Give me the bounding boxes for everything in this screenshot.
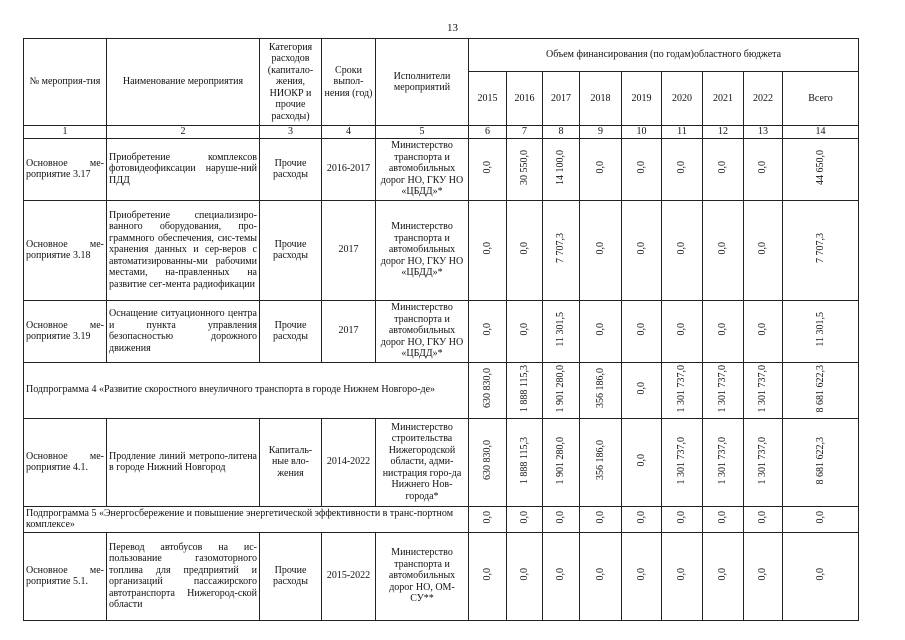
funding-value: 1 901 280,0 [555,364,567,412]
funding-value: 0,0 [717,161,729,174]
measure-name: Приобретение специализиро-ванного оборудования, про-граммного обеспечения, сис-темы хранения данных и сер-веров с автоматизированны-ми рабочими местами, на-правленных на развитие сег-мента радиофикации [107,200,260,300]
funding-value: 0,0 [717,568,729,581]
column-number: 9 [580,126,622,139]
funding-total: 7 707,3 [814,233,826,264]
measure-number: Основное ме-роприятие 3.18 [24,200,107,300]
funding-value: 0,0 [481,161,493,174]
column-number: 11 [662,126,703,139]
measure-number: Основное ме-роприятие 3.19 [24,300,107,362]
subprogram-row [24,506,859,532]
funding-value: 0,0 [676,568,688,581]
funding-value: 0,0 [635,161,647,174]
funding-value: 1 888 115,3 [518,436,530,484]
header-year: 2015 [469,72,507,126]
header-total: Всего [783,72,859,126]
header-year: 2021 [703,72,744,126]
measure-name: Приобретение комплексов фотовидеофиксации наруше-ний ПДД [107,138,260,200]
funding-table [23,38,859,621]
funding-value: 0,0 [676,161,688,174]
table-row [24,138,859,200]
funding-value: 0,0 [717,323,729,336]
header-year: 2022 [744,72,783,126]
measure-category: Капиталь-ные вло-жения [260,418,322,506]
funding-value: 0,0 [757,242,769,255]
table-row [24,418,859,506]
measure-number: Основное ме-роприятие 3.17 [24,138,107,200]
table-row [24,200,859,300]
column-number: 14 [783,126,859,139]
funding-value: 0,0 [481,242,493,255]
funding-value: 0,0 [481,323,493,336]
column-number: 5 [376,126,469,139]
funding-value: 1 901 280,0 [555,436,567,484]
funding-value: 0,0 [676,511,688,524]
column-number: 6 [469,126,507,139]
funding-value: 0,0 [635,242,647,255]
funding-value: 0,0 [757,323,769,336]
funding-value: 1 301 737,0 [717,436,729,484]
funding-value: 1 301 737,0 [757,436,769,484]
measure-period: 2016-2017 [322,138,376,200]
measure-period: 2014-2022 [322,418,376,506]
measure-executors: Министерство транспорта и автомобильных дорог НО, ОМ-СУ** [376,532,469,620]
header-executors: Исполнители мероприятий [376,39,469,126]
column-number: 10 [622,126,662,139]
funding-value: 0,0 [518,568,530,581]
measure-period: 2015-2022 [322,532,376,620]
funding-value: 0,0 [594,242,606,255]
measure-category: Прочие расходы [260,200,322,300]
header-year: 2018 [580,72,622,126]
funding-value: 1 301 737,0 [717,364,729,412]
funding-value: 0,0 [481,511,493,524]
subprogram-title: Подпрограмма 4 «Развитие скоростного внеуличного транспорта в городе Нижнем Новгоро-де» [24,362,469,418]
column-numbers-row [24,126,859,139]
funding-value: 0,0 [635,511,647,524]
column-number: 8 [543,126,580,139]
funding-value: 0,0 [555,511,567,524]
measure-category: Прочие расходы [260,300,322,362]
measure-number: Основное ме-роприятие 5.1. [24,532,107,620]
funding-value: 630 830,0 [481,440,493,481]
funding-value: 0,0 [757,568,769,581]
funding-value: 0,0 [594,161,606,174]
header-measure-name: Наименование мероприятия [107,39,260,126]
funding-value: 14 100,0 [555,149,567,185]
funding-value: 0,0 [555,568,567,581]
funding-value: 1 301 737,0 [676,364,688,412]
funding-total: 0,0 [814,511,826,524]
funding-value: 0,0 [717,511,729,524]
header-period: Сроки выпол-нения (год) [322,39,376,126]
measure-period: 2017 [322,300,376,362]
funding-value: 0,0 [757,161,769,174]
funding-value: 0,0 [518,511,530,524]
funding-value: 1 888 115,3 [518,364,530,412]
measure-executors: Министерство транспорта и автомобильных дорог НО, ГКУ НО «ЦБДД»* [376,138,469,200]
funding-total: 8 681 622,3 [814,364,826,412]
funding-value: 0,0 [635,454,647,467]
column-number: 12 [703,126,744,139]
funding-value: 0,0 [518,242,530,255]
funding-value: 0,0 [717,242,729,255]
column-number: 2 [107,126,260,139]
funding-value: 0,0 [518,323,530,336]
funding-value: 356 186,0 [594,368,606,409]
header-measure-number: № мероприя-тия [24,39,107,126]
table-row [24,532,859,620]
funding-value: 0,0 [635,568,647,581]
funding-value: 630 830,0 [481,368,493,409]
funding-total: 11 301,5 [814,311,826,347]
subprogram-title: Подпрограмма 5 «Энергосбережение и повышение энергетической эффективности в транс-портном комплексе» [24,506,469,532]
funding-total: 0,0 [814,568,826,581]
funding-value: 0,0 [676,323,688,336]
column-number: 7 [507,126,543,139]
column-number: 1 [24,126,107,139]
funding-value: 11 301,5 [555,311,567,347]
table-row [24,300,859,362]
header-year: 2016 [507,72,543,126]
measure-category: Прочие расходы [260,532,322,620]
header-year: 2017 [543,72,580,126]
funding-value: 0,0 [676,242,688,255]
funding-total: 44 650,0 [814,149,826,185]
funding-value: 1 301 737,0 [676,436,688,484]
funding-value: 0,0 [594,511,606,524]
page-number: 13 [447,22,458,34]
funding-value: 356 186,0 [594,440,606,481]
measure-executors: Министерство строительства Нижегородской области, адми-нистрация горо-да Нижнего Нов-города* [376,418,469,506]
funding-value: 0,0 [594,323,606,336]
measure-number: Основное ме-роприятие 4.1. [24,418,107,506]
measure-name: Перевод автобусов на ис-пользование газомоторного топлива для предприятий и организаций пассажирского автотранспорта Нижегород-ской области [107,532,260,620]
measure-name: Продление линий метропо-литена в городе Нижний Новгород [107,418,260,506]
measure-executors: Министерство транспорта и автомобильных дорог НО, ГКУ НО «ЦБДД»* [376,300,469,362]
column-number: 13 [744,126,783,139]
column-number: 4 [322,126,376,139]
header-funding: Объем финансирования (по годам)областного бюджета [469,39,859,72]
funding-value: 0,0 [757,511,769,524]
header-year: 2019 [622,72,662,126]
funding-value: 0,0 [635,323,647,336]
funding-value: 0,0 [635,382,647,395]
column-number: 3 [260,126,322,139]
measure-category: Прочие расходы [260,138,322,200]
funding-value: 1 301 737,0 [757,364,769,412]
measure-executors: Министерство транспорта и автомобильных дорог НО, ГКУ НО «ЦБДД»* [376,200,469,300]
header-category: Категория расходов (капитало-жения, НИОКР и прочие расходы) [260,39,322,126]
funding-value: 0,0 [481,568,493,581]
funding-value: 7 707,3 [555,233,567,264]
funding-value: 30 550,0 [518,149,530,185]
measure-name: Оснащение ситуационного центра и пункта управления безопасностью дорожного движения [107,300,260,362]
funding-total: 8 681 622,3 [814,436,826,484]
header-year: 2020 [662,72,703,126]
measure-period: 2017 [322,200,376,300]
funding-value: 0,0 [594,568,606,581]
subprogram-row [24,362,859,418]
